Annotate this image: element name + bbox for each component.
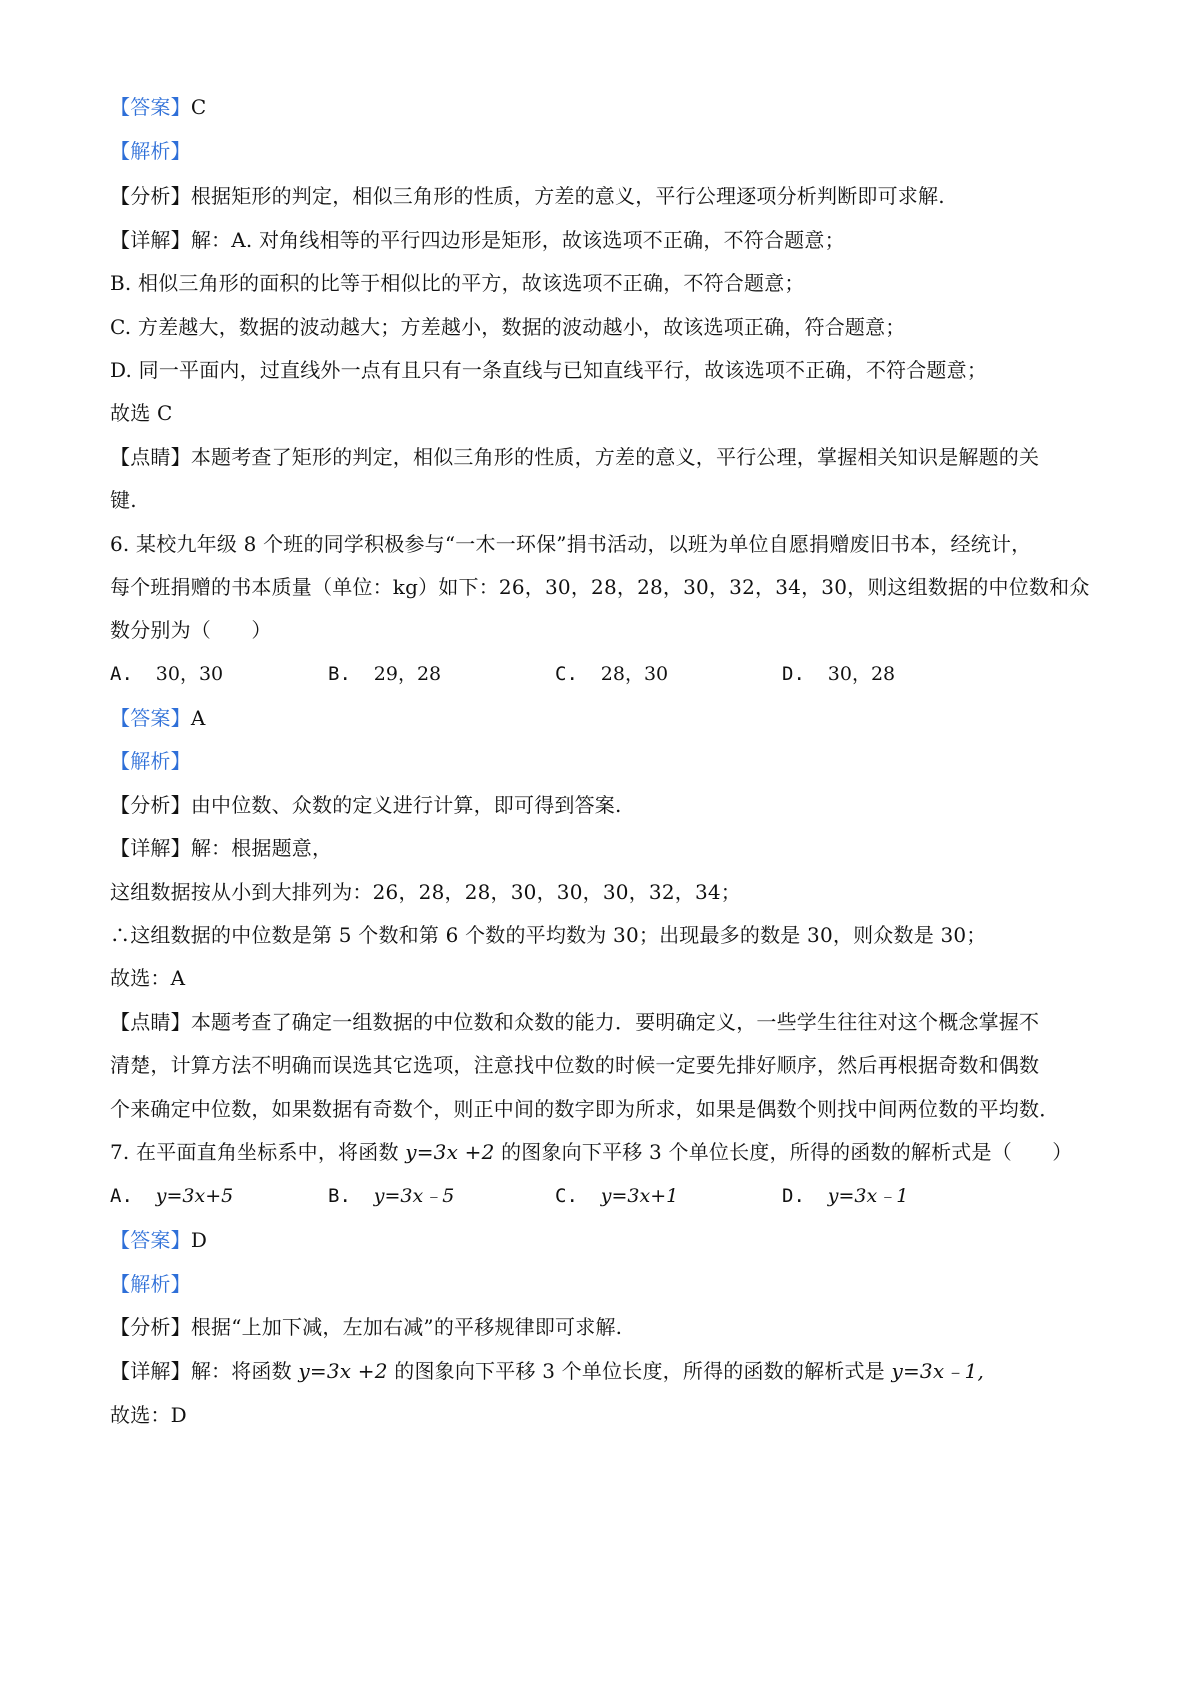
option-text: 30，30 — [155, 663, 224, 685]
q6-option-d — [782, 660, 895, 688]
xiangjie-result: y=3x﹣1, — [891, 1359, 984, 1383]
xiangjie-text: 解：根据题意， — [190, 836, 333, 860]
fenxi-tag: 【分析】 — [110, 184, 191, 208]
q7-option-c — [555, 1182, 678, 1210]
option-label: A. — [110, 663, 133, 685]
fenxi-tag: 【分析】 — [110, 1315, 191, 1339]
q6-dianjing-line3: 个来确定中位数，如果数据有奇数个，则正中间的数字即为所求，如果是偶数个则找中间两位数的平均数． — [110, 1097, 1060, 1121]
xiangjie-function: y=3x +2 — [298, 1359, 388, 1383]
q7-option-d — [782, 1182, 908, 1210]
answer-value: A — [190, 706, 206, 730]
q6-therefore-line: ∴这组数据的中位数是第 5 个数和第 6 个数的平均数为 30；出现最多的数是 30，则众数是 30； — [110, 923, 987, 947]
q6-option-a — [110, 660, 223, 688]
q6-choose: 故选：A — [110, 966, 186, 990]
q7-option-a — [110, 1182, 233, 1210]
q6-analysis-line — [110, 747, 1100, 775]
dianjing-text: 本题考查了确定一组数据的中位数和众数的能力．要明确定义，一些学生往往对这个概念掌握不 — [190, 1010, 1040, 1034]
option-text: y=3x+5 — [155, 1185, 234, 1207]
q6-dianjing-line1 — [110, 1008, 1100, 1036]
q7-choose: 故选：D — [110, 1403, 187, 1427]
q6-option-c — [555, 660, 668, 688]
option-label: C. — [555, 663, 578, 685]
q7-stem-post: 的图象向下平移 3 个单位长度，所得的函数的解析式是（ ） — [494, 1140, 1073, 1164]
q7-analysis-line — [110, 1270, 1100, 1298]
option-label: B. — [328, 1185, 351, 1207]
option-label: D. — [782, 1185, 805, 1207]
option-text: y=3x﹣1 — [827, 1185, 909, 1207]
option-label: D. — [782, 663, 805, 685]
xiangjie-tag: 【详解】 — [110, 1359, 191, 1383]
q5-xiangjie-line — [110, 226, 1100, 254]
answer-value: C — [190, 95, 207, 119]
answer-tag: 【答案】 — [110, 95, 191, 119]
q6-stem-line2: 每个班捐赠的书本质量（单位：kg）如下：26，30，28，28，30，32，34，30，则这组数据的中位数和众 — [110, 575, 1090, 599]
q5-choose: 故选 C — [110, 401, 173, 425]
q6-dianjing-line2: 清楚，计算方法不明确而误选其它选项，注意找中位数的时候一定要先排好顺序，然后再根据奇数和偶数 — [110, 1053, 1040, 1077]
q7-stem-function: y=3x +2 — [405, 1140, 495, 1164]
analysis-tag: 【解析】 — [110, 139, 191, 163]
q5-fenxi-line — [110, 182, 1100, 210]
q7-option-b — [328, 1182, 454, 1210]
xiangjie-text: 解：A. 对角线相等的平行四边形是矩形，故该选项不正确，不符合题意； — [190, 228, 845, 252]
option-text: y=3x﹣5 — [373, 1185, 455, 1207]
q6-stem-line1: 6. 某校九年级 8 个班的同学积极参与“一木一环保”捐书活动，以班为单位自愿捐赠废旧书本，经统计， — [110, 532, 1032, 556]
fenxi-text: 由中位数、众数的定义进行计算，即可得到答案. — [190, 793, 622, 817]
q7-fenxi-line — [110, 1313, 1100, 1341]
xiangjie-mid: 的图象向下平移 3 个单位长度，所得的函数的解析式是 — [387, 1359, 892, 1383]
dianjing-tag: 【点睛】 — [110, 445, 191, 469]
q5-line-b: B. 相似三角形的面积的比等于相似比的平方，故该选项不正确，不符合题意； — [110, 271, 805, 295]
option-text: 28，30 — [600, 663, 669, 685]
q5-analysis-line — [110, 137, 1100, 165]
q5-answer-line — [110, 93, 1100, 121]
q6-sorted-line: 这组数据按从小到大排列为：26，28，28，30，30，30，32，34； — [110, 880, 741, 904]
q5-line-d: D. 同一平面内，过直线外一点有且只有一条直线与已知直线平行，故该选项不正确，不符合题意； — [110, 358, 988, 382]
q7-answer-line — [110, 1226, 1100, 1254]
q7-stem-pre: 7. 在平面直角坐标系中，将函数 — [110, 1140, 406, 1164]
q6-xiangjie-line — [110, 834, 1100, 862]
option-text: 30，28 — [827, 663, 896, 685]
analysis-tag: 【解析】 — [110, 1272, 191, 1296]
q7-stem — [110, 1138, 1100, 1166]
q5-dianjing-line2: 键. — [110, 488, 137, 512]
option-text: y=3x+1 — [600, 1185, 679, 1207]
q6-option-b — [328, 660, 441, 688]
option-label: C. — [555, 1185, 578, 1207]
q7-xiangjie-line — [110, 1357, 1100, 1385]
q6-stem-line3: 数分别为（ ） — [110, 618, 272, 642]
answer-value: D — [190, 1228, 208, 1252]
xiangjie-pre: 解：将函数 — [190, 1359, 299, 1383]
fenxi-text: 根据矩形的判定，相似三角形的性质，方差的意义，平行公理逐项分析判断即可求解. — [190, 184, 945, 208]
dianjing-text: 本题考查了矩形的判定，相似三角形的性质，方差的意义，平行公理，掌握相关知识是解题的关 — [190, 445, 1040, 469]
xiangjie-tag: 【详解】 — [110, 228, 191, 252]
answer-tag: 【答案】 — [110, 1228, 191, 1252]
q5-dianjing-line1 — [110, 443, 1100, 471]
q6-fenxi-line — [110, 791, 1100, 819]
option-label: B. — [328, 663, 351, 685]
dianjing-tag: 【点睛】 — [110, 1010, 191, 1034]
answer-tag: 【答案】 — [110, 706, 191, 730]
analysis-tag: 【解析】 — [110, 749, 191, 773]
option-text: 29，28 — [373, 663, 442, 685]
fenxi-tag: 【分析】 — [110, 793, 191, 817]
option-label: A. — [110, 1185, 133, 1207]
q5-line-c: C. 方差越大，数据的波动越大；方差越小，数据的波动越小，故该选项正确，符合题意； — [110, 315, 906, 339]
q6-answer-line — [110, 704, 1100, 732]
xiangjie-tag: 【详解】 — [110, 836, 191, 860]
fenxi-text: 根据“上加下减，左加右减”的平移规律即可求解. — [190, 1315, 623, 1339]
